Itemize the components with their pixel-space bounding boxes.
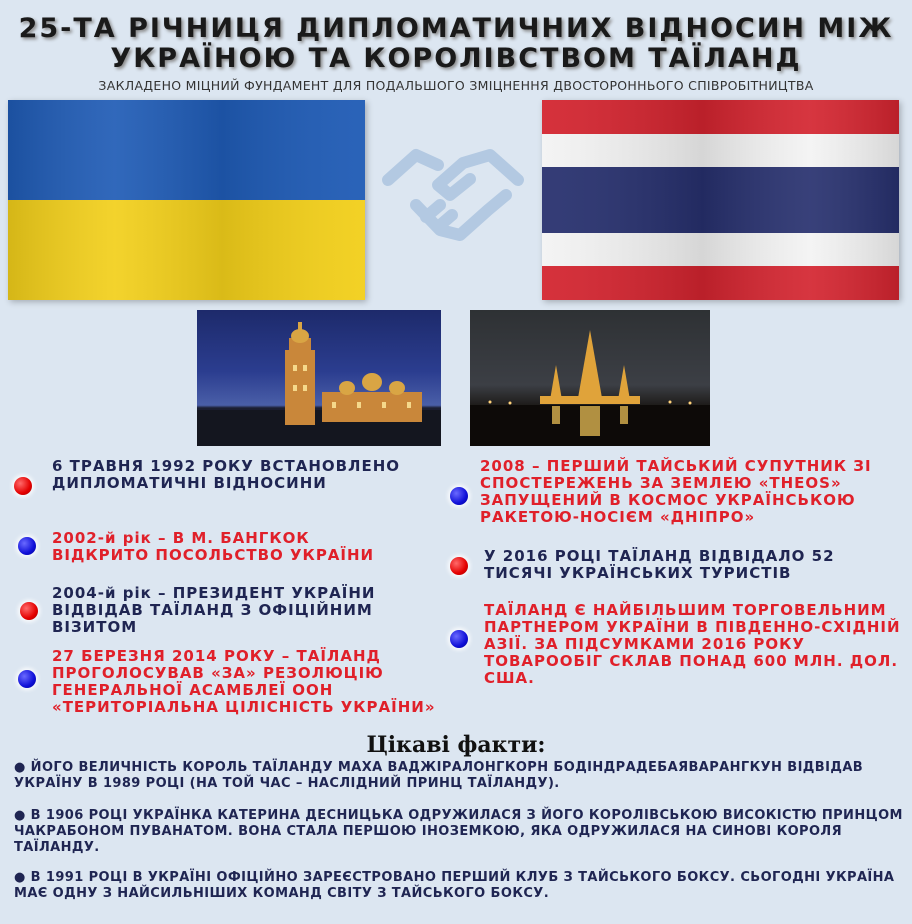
fact-highlight: 2002-й рік [52, 529, 152, 547]
fact-2016-tourists: У 2016 РОЦІ ТАЇЛАНД ВІДВІДАЛО 52 ТИСЯЧІ УКРАЇНСЬКИХ ТУРИСТІВ [484, 547, 835, 582]
fact-bullet-red [20, 602, 38, 620]
interesting-facts-heading: Цікаві факти: [366, 732, 546, 758]
fact-1992 [52, 458, 412, 492]
page-subtitle: ЗАКЛАДЕНО МІЦНИЙ ФУНДАМЕНТ ДЛЯ ПОДАЛЬШОГО ЗМІЦНЕННЯ ДВОСТОРОННЬОГО СПІВРОБІТНИЦТВА [98, 78, 814, 93]
interesting-fact-2: ● В 1906 РОЦІ УКРАЇНКА КАТЕРИНА ДЕСНИЦЬКА ОДРУЖИЛАСЯ З ЙОГО КОРОЛІВСЬКОЮ ВИСОКІСТЮ ПРИНЦОМ ЧАКРАБОНОМ ПУВАНАТОМ. ВОНА СТАЛА ПЕРШОЮ ІНОЗЕМКОЮ, ЯКА ОДРУЖИЛАСЯ НА СИНОВІ КОРОЛЯ ТАЇЛАНДУ. [14, 808, 903, 855]
fact-bullet-blue [450, 630, 468, 648]
fact-bullet-blue [18, 670, 36, 688]
handshake-icon [378, 135, 528, 255]
fact-highlight: 27 БЕРЕЗНЯ 2014 [52, 647, 218, 665]
fact-trade-partner: ТАЇЛАНД Є НАЙБІЛЬШИМ ТОРГОВЕЛЬНИМ ПАРТНЕРОМ УКРАЇНИ В ПІВДЕННО-СХІДНІЙ АЗІЇ. ЗА ПІДСУМКАМИ 2016 РОКУ ТОВАРООБІГ СКЛАВ ПОНАД 600 МЛН. ДОЛ. США. [484, 601, 901, 687]
interesting-fact-1: ● ЙОГО ВЕЛИЧНІСТЬ КОРОЛЬ ТАЇЛАНДУ МАХА ВАДЖІРАЛОНГКОРН БОДІНДРАДЕБАЯВАРАНГКУН ВІДВІДАВ УКРАЇНУ В 1989 РОЦІ (НА ТОЙ ЧАС – НАСЛІДНИЙ ПРИНЦ ТАЇЛАНДУ). [14, 760, 864, 791]
fact-text: РОКУ ВСТАНОВЛЕНО ДИПЛОМАТИЧНІ ВІДНОСИНИ [52, 457, 401, 492]
page-title-line1: 25-ТА РІЧНИЦЯ ДИПЛОМАТИЧНИХ ВІДНОСИН МІЖ [18, 13, 894, 44]
thailand-flag [542, 100, 899, 300]
fact-bullet-blue [18, 537, 36, 555]
kyiv-cathedral-photo [197, 310, 441, 446]
fact-text: РОКУ – ТАЇЛАНД ПРОГОЛОСУВАВ «ЗА» РЕЗОЛЮЦІЮ ГЕНЕРАЛЬНОЇ АСАМБЛЕЇ ООН «ТЕРИТОРІАЛЬНА ЦІЛІСНІСТЬ УКРАЇНИ» [52, 647, 436, 716]
fact-highlight: 6 ТРАВНЯ 1992 [52, 457, 197, 475]
fact-2004 [52, 585, 392, 636]
fact-2002 [52, 530, 392, 564]
ukraine-flag [8, 100, 365, 300]
fact-bullet-red [14, 477, 32, 495]
fact-2014 [52, 648, 447, 716]
fact-2008: 2008 – ПЕРШИЙ ТАЙСЬКИЙ СУПУТНИК ЗІ СПОСТЕРЕЖЕНЬ ЗА ЗЕМЛЕЮ «THEOS» ЗАПУЩЕНИЙ В КОСМОС УКРАЇНСЬКОЮ РАКЕТОЮ-НОСІЄМ «ДНІПРО» [480, 457, 872, 526]
page-title-line2: УКРАЇНОЮ ТА КОРОЛІВСТВОМ ТАЇЛАНД [110, 43, 802, 74]
fact-bullet-blue [450, 487, 468, 505]
interesting-fact-3: ● В 1991 РОЦІ В УКРАЇНІ ОФІЦІЙНО ЗАРЕЄСТРОВАНО ПЕРШИЙ КЛУБ З ТАЙСЬКОГО БОКСУ. СЬОГОДНІ УКРАЇНА МАЄ ОДНУ З НАЙСИЛЬНІШИХ КОМАНД СВІТУ З ТАЙСЬКОГО БОКСУ. [14, 870, 895, 901]
fact-highlight: 2004-й рік [52, 584, 152, 602]
bangkok-temple-photo [470, 310, 710, 446]
fact-text: – ПРЕЗИДЕНТ УКРАЇНИ ВІДВІДАВ ТАЇЛАНД З ОФІЦІЙНИМ ВІЗИТОМ [52, 584, 376, 636]
fact-bullet-red [450, 557, 468, 575]
fact-text: – В М. БАНГКОК ВІДКРИТО ПОСОЛЬСТВО УКРАЇНИ [52, 529, 375, 564]
